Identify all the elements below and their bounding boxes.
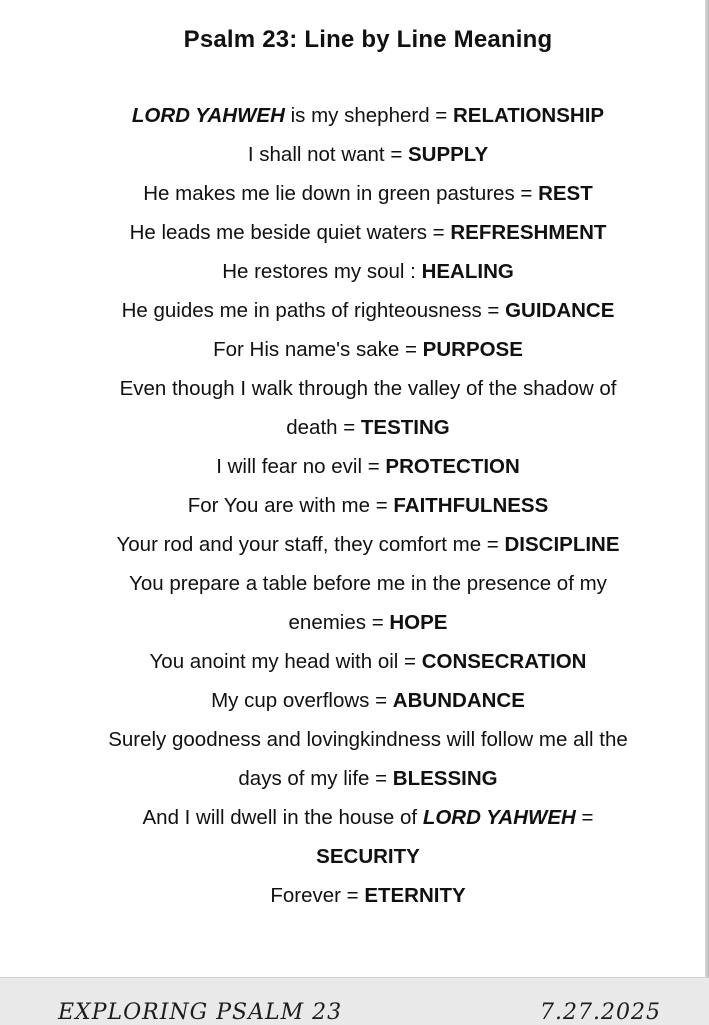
psalm-line: [0, 528, 709, 567]
line-text: Your rod and your staff, they comfort me =: [116, 533, 505, 556]
line-text: You prepare a table before me in the presence of my: [129, 572, 607, 595]
psalm-line: [0, 99, 709, 138]
psalm-line: [0, 177, 709, 216]
meaning-keyword: PROTECTION: [385, 455, 520, 478]
meaning-keyword: HEALING: [421, 260, 514, 283]
psalm-line: [0, 294, 709, 333]
line-text: He restores my soul :: [222, 260, 422, 283]
line-text: For You are with me =: [187, 494, 394, 517]
page-title: Psalm 23: Line by Line Meaning: [183, 26, 553, 53]
psalm-line: [0, 333, 709, 372]
line-text: And I will dwell in the house of: [142, 806, 423, 829]
line-text: death =: [286, 416, 361, 439]
psalm-line: [0, 372, 709, 411]
meaning-keyword: PURPOSE: [422, 338, 523, 361]
meaning-keyword: SUPPLY: [407, 143, 489, 166]
line-text: is my shepherd =: [284, 104, 453, 127]
psalm-line: [0, 684, 709, 723]
meaning-keyword: BLESSING: [392, 767, 498, 790]
psalm-line: [0, 489, 709, 528]
line-text: You anoint my head with oil =: [149, 650, 422, 673]
meaning-keyword: GUIDANCE: [505, 299, 615, 322]
line-text: I will fear no evil =: [216, 455, 386, 478]
psalm-line: [0, 762, 709, 801]
handwritten-date: 7.27.2025: [540, 1000, 661, 1025]
footer-strip: [0, 977, 709, 1025]
meaning-keyword: REFRESHMENT: [450, 221, 607, 244]
line-text: Forever =: [270, 884, 365, 907]
psalm-line: [0, 879, 709, 918]
psalm-line: [0, 567, 709, 606]
meaning-keyword: RELATIONSHIP: [452, 104, 605, 127]
psalm-line: [0, 255, 709, 294]
meaning-keyword: FAITHFULNESS: [393, 494, 549, 517]
line-text: He guides me in paths of righteousness =: [121, 299, 506, 322]
meaning-keyword: DISCIPLINE: [504, 533, 620, 556]
psalm-line: [0, 801, 709, 840]
meaning-keyword: ABUNDANCE: [392, 689, 525, 712]
psalm-line: [0, 138, 709, 177]
psalm-line: [0, 411, 709, 450]
line-text: For His name's sake =: [213, 338, 423, 361]
handwritten-note: EXPLORING PSALM 23: [58, 1000, 343, 1025]
page-edge: [705, 0, 709, 1024]
meaning-keyword: REST: [538, 182, 593, 205]
psalm-line: [0, 606, 709, 645]
line-text: enemies =: [288, 611, 390, 634]
meaning-keyword: SECURITY: [316, 845, 420, 868]
psalm-line: [0, 450, 709, 489]
psalm-line: [0, 723, 709, 762]
psalm-lines: [0, 99, 709, 918]
line-text: I shall not want =: [247, 143, 408, 166]
meaning-keyword: TESTING: [360, 416, 450, 439]
line-text: days of my life =: [238, 767, 393, 790]
divine-name: LORD YAHWEH: [422, 806, 576, 829]
line-text: He leads me beside quiet waters =: [129, 221, 451, 244]
psalm-line: [0, 840, 709, 879]
line-text: Even though I walk through the valley of the shadow of: [119, 377, 617, 400]
meaning-keyword: HOPE: [389, 611, 448, 634]
line-text: =: [575, 806, 594, 829]
meaning-keyword: ETERNITY: [364, 884, 466, 907]
psalm-line: [0, 216, 709, 255]
meaning-keyword: CONSECRATION: [421, 650, 587, 673]
line-text: Surely goodness and lovingkindness will follow me all the: [108, 728, 628, 751]
divine-name: LORD YAHWEH: [131, 104, 285, 127]
line-text: He makes me lie down in green pastures =: [143, 182, 539, 205]
psalm-line: [0, 645, 709, 684]
line-text: My cup overflows =: [211, 689, 393, 712]
